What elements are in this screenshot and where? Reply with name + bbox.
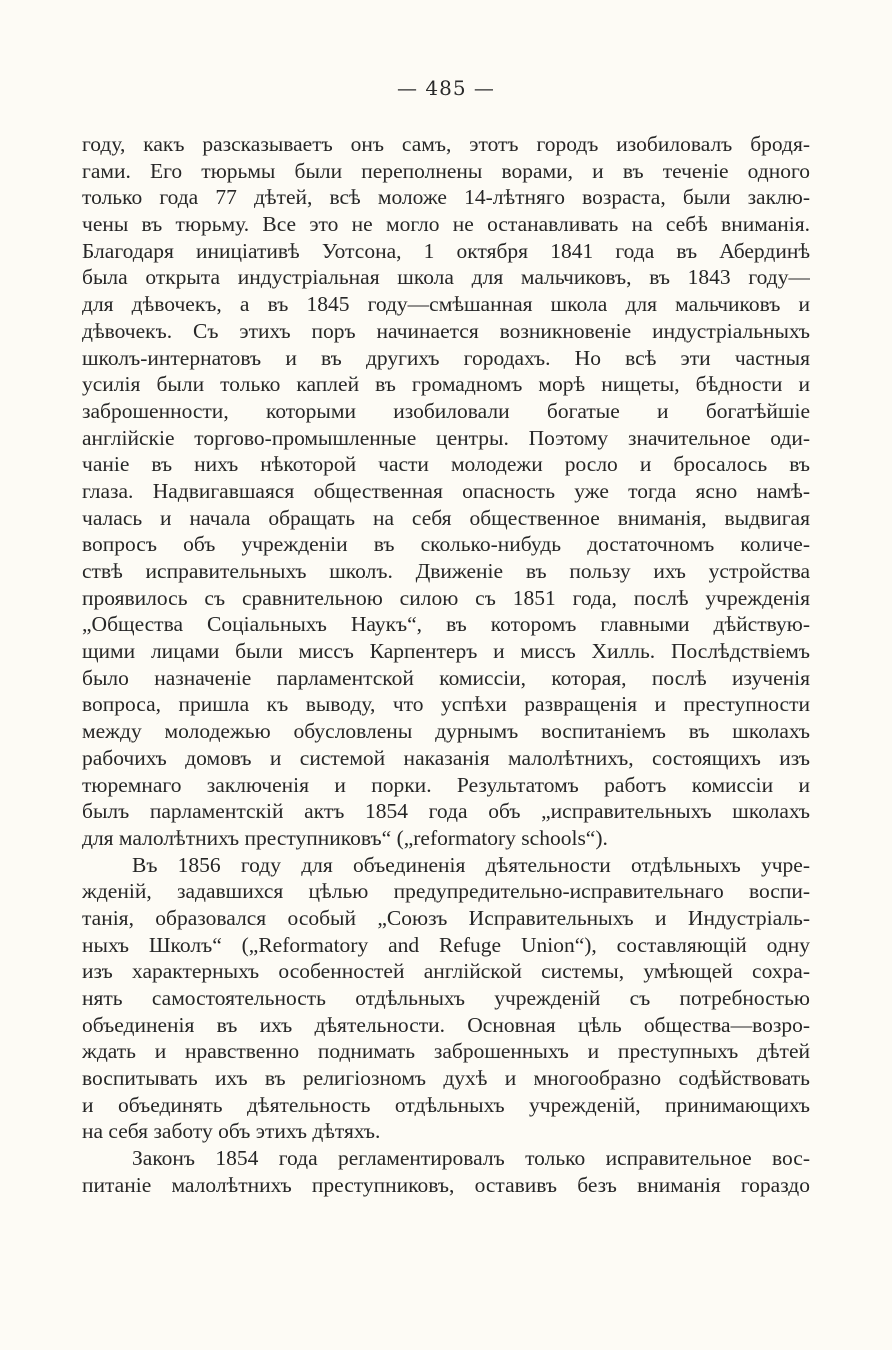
text-line: только года 77 дѣтей, всѣ моложе 14-лѣтняго возраста, были заклю-	[82, 185, 810, 210]
text-line: дѣвочекъ. Съ этихъ поръ начинается возникновеніе индустріальныхъ	[82, 318, 810, 343]
text-line: между молодежью обусловлены дурнымъ воспитаніемъ въ школахъ	[82, 719, 810, 744]
text-line: танія, образовался особый „Союзъ Исправительныхъ и Индустріаль-	[82, 905, 810, 930]
text-line: Благодаря иниціативѣ Уотсона, 1 октября 1841 года въ Абердинѣ	[82, 238, 810, 263]
text-line: ждать и нравственно поднимать заброшенныхъ и преступныхъ дѣтей	[82, 1039, 810, 1064]
text-line: нять самостоятельность отдѣльныхъ учрежденій съ потребностью	[82, 986, 810, 1010]
text-line: ствѣ исправительныхъ школъ. Движеніе въ пользу ихъ устройства	[82, 559, 810, 583]
text-line: рабочихъ домовъ и системой наказанія малолѣтнихъ, состоящихъ изъ	[82, 745, 810, 770]
text-line: „Общества Соціальныхъ Наукъ“, въ которомъ главными дѣйствую-	[82, 612, 810, 637]
text-line: Законъ 1854 года регламентировалъ только исправительное вос-	[132, 1146, 810, 1171]
text-line: чены въ тюрьму. Все это не могло не останавливать на себѣ вниманія.	[82, 212, 810, 237]
text-line: году, какъ разсказываетъ онъ самъ, этотъ городъ изобиловалъ бродя-	[82, 132, 810, 156]
text-line: былъ парламентскій актъ 1854 года объ „исправительныхъ школахъ	[82, 799, 810, 824]
text-line: изъ характерныхъ особенностей англійской системы, умѣющей сохра-	[82, 959, 810, 984]
text-line: Въ 1856 году для объединенія дѣятельности отдѣльныхъ учре-	[132, 852, 810, 877]
text-line: вопросъ объ учрежденіи въ сколько-нибудь достаточномъ количе-	[82, 532, 810, 557]
text-line: питаніе малолѣтнихъ преступниковъ, оставивъ безъ вниманія гораздо	[82, 1172, 810, 1197]
text-line: объединенія въ ихъ дѣятельности. Основная цѣль общества—возро-	[82, 1012, 810, 1037]
text-line: чалась и начала обращать на себя общественное вниманія, выдвигая	[82, 505, 810, 530]
text-line: вопроса, пришла къ выводу, что успѣхи развращенія и преступности	[82, 692, 810, 717]
page-number: — 485 —	[397, 76, 495, 100]
text-line: гами. Его тюрьмы были переполнены ворами, и въ теченіе одного	[82, 158, 810, 183]
text-line: для малолѣтнихъ преступниковъ“ („reformatory schools“).	[82, 825, 608, 850]
text-line: усилія были только каплей въ громадномъ морѣ нищеты, бѣдности и	[82, 372, 810, 397]
text-line: школъ-интернатовъ и въ другихъ городахъ. Но всѣ эти частныя	[82, 345, 810, 370]
text-line: ныхъ Школъ“ („Reformatory and Refuge Union“), составляющій одну	[82, 932, 810, 957]
text-line: чаніе въ нихъ нѣкоторой части молодежи росло и бросалось въ	[82, 452, 810, 477]
text-line: и объединять дѣятельность отдѣльныхъ учрежденій, принимающихъ	[82, 1092, 810, 1117]
text-line: проявилось съ сравнительною силою съ 1851 года, послѣ учрежденія	[82, 585, 810, 610]
text-line: для дѣвочекъ, а въ 1845 году—смѣшанная школа для мальчиковъ и	[82, 292, 810, 317]
text-line: щими лицами были миссъ Карпентеръ и миссъ Хилль. Послѣдствіемъ	[82, 639, 810, 664]
text-line: заброшенности, которыми изобиловали богатые и богатѣйшіе	[82, 398, 810, 423]
text-line: глаза. Надвигавшаяся общественная опасность уже тогда ясно намѣ-	[82, 478, 810, 503]
text-line: была открыта индустріальная школа для мальчиковъ, въ 1843 году—	[82, 265, 810, 290]
body-text	[82, 131, 810, 1199]
text-line: жденій, задавшихся цѣлью предупредительно-исправительнаго воспи-	[82, 879, 810, 904]
text-line: англійскіе торгово-промышленные центры. Поэтому значительное оди-	[82, 425, 810, 450]
text-line: тюремнаго заключенія и порки. Результатомъ работъ комиссіи и	[82, 772, 810, 797]
text-line: воспитывать ихъ въ религіозномъ духѣ и многообразно содѣйствовать	[82, 1066, 810, 1091]
text-line: на себя заботу объ этихъ дѣтяхъ.	[82, 1119, 381, 1144]
text-line: было назначеніе парламентской комиссіи, которая, послѣ изученія	[82, 665, 810, 690]
